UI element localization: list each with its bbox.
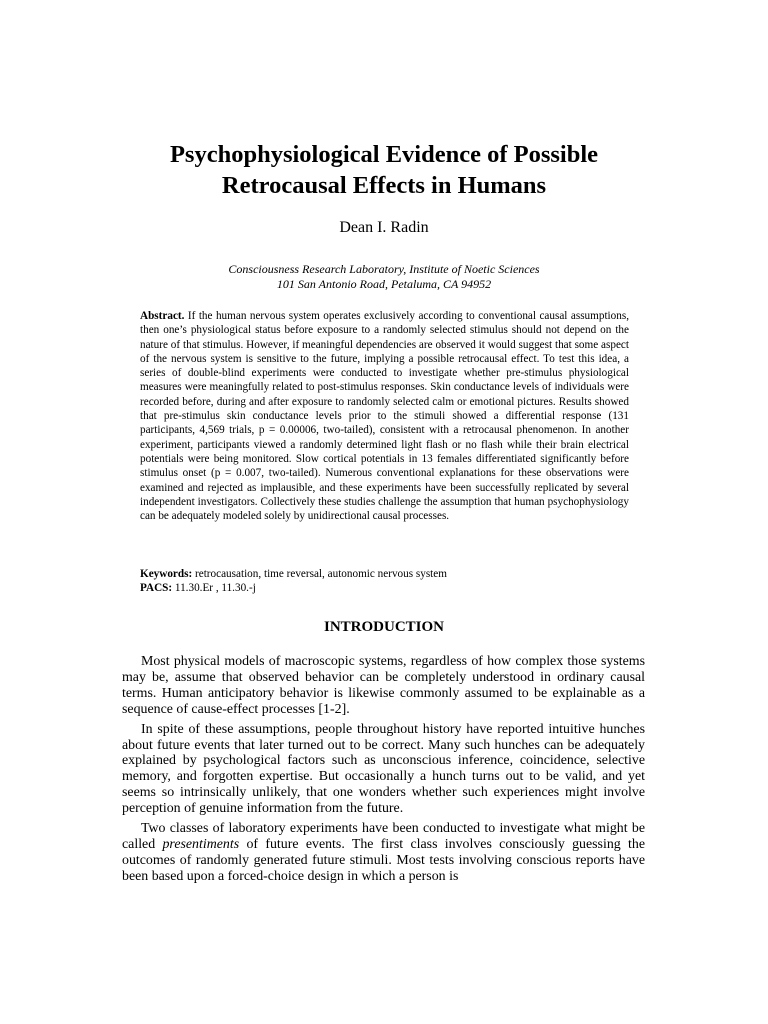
paragraph-3 xyxy=(122,821,645,885)
paper-title xyxy=(0,139,768,201)
title-line-2: Retrocausal Effects in Humans xyxy=(221,172,547,199)
keywords-label: Keywords: xyxy=(140,568,193,580)
paragraph-2: In spite of these assumptions, people throughout history have reported intuitive hunches about future events that later turned out to be correct. Many such hunches can be adequately explained by psychological factors such as unconscious inference, coincidence, selective memory, and forgotten expertise. But occasionally a hunch turns out to be valid, and yet seems so intrinsically unlikely, that one wonders whether such experiences might involve perception of genuine information from the future. xyxy=(122,721,645,817)
section-heading-introduction: INTRODUCTION xyxy=(323,619,444,635)
introduction-body xyxy=(122,654,645,889)
affiliation-line-2: 101 San Antonio Road, Petaluma, CA 94952 xyxy=(276,277,492,291)
author-affiliation xyxy=(0,262,768,292)
author-name: Dean I. Radin xyxy=(339,219,429,236)
keywords-block xyxy=(140,567,629,596)
keywords-line xyxy=(140,567,629,581)
pacs-label: PACS: xyxy=(140,582,173,595)
keywords-text: retrocausation, time reversal, autonomic nervous system xyxy=(195,568,447,580)
paragraph-3-start: Two classes of laboratory experiments have been conducted to investigate what might be called xyxy=(122,821,645,852)
paragraph-1: Most physical models of macroscopic systems, regardless of how complex those systems may be, assume that observed behavior can be completely understood in ordinary causal terms. Human anticipatory behavior is likewise commonly assumed to be explainable as a sequence of cause-effect processes [1-2]. xyxy=(122,654,645,717)
paragraph-3-end: of future events. The first class involves consciously guessing the outcomes of randomly generated future stimuli. Most tests involving conscious reports have been based upon a forced-choice design in which a person is xyxy=(122,836,645,884)
title-line-1: Psychophysiological Evidence of Possible xyxy=(169,141,599,168)
abstract-text: If the human nervous system operates exclusively according to conventional causal assumptions, then one’s physiological status before exposure to a randomly selected stimulus should not depend on the nature of that stimulus. However, if meaningful dependencies are observed it would suggest that some aspect of the nervous system is sensitive to the future, implying a possible retrocausal effect. To test this idea, a series of double-blind experiments were conducted to investigate whether pre-stimulus physiological measures were meaningfully related to post-stimulus responses. Skin conductance levels of individuals were recorded before, during and after exposure to randomly selected calm or emotional pictures. Results showed that pre-stimulus skin conductance levels prior to the stimuli showed a differential response (131 participants, 4,569 trials, p = 0.00006, two-tailed), consistent with a retrocausal phenomenon. In another experiment, participants viewed a randomly determined light flash or no flash while their brain electrical potentials were being monitored. Slow cortical potentials in 13 females differentiated significantly before stimulus onset (p = 0.007, two-tailed). Numerous conventional explanations for these observations were examined and rejected as implausible, and these experiments have been successfully replicated by several independent investigators. Collectively these studies challenge the assumption that human psychophysiology can be adequately modeled solely by unidirectional causal processes. xyxy=(140,310,629,523)
abstract-label: Abstract. xyxy=(140,310,185,322)
paragraph-3-italic: presentiments xyxy=(162,836,240,852)
pacs-text: 11.30.Er , 11.30.-j xyxy=(174,582,256,595)
abstract xyxy=(140,309,629,523)
pacs-line xyxy=(140,581,629,595)
affiliation-line-1: Consciousness Research Laboratory, Institute of Noetic Sciences xyxy=(228,262,540,276)
